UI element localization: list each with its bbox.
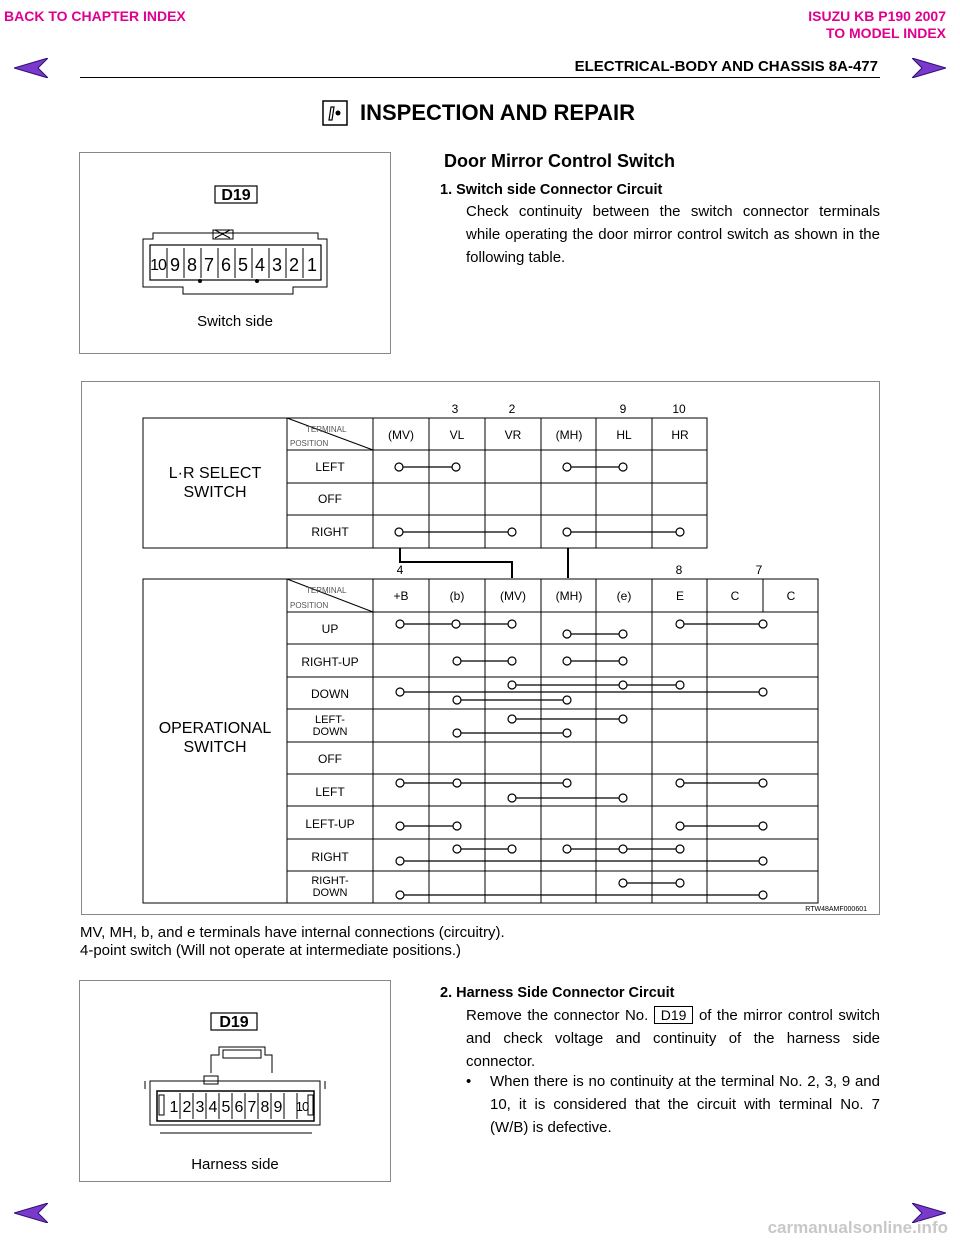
continuity-table-figure [81, 381, 880, 915]
step2-bullet: When there is no continuity at the terminal No. 2, 3, 9 and 10, it is considered that the circuit with terminal No. 7 (W/B) is defective. [490, 1073, 880, 1136]
lr-col-header: HR [671, 428, 689, 442]
switch-pin: 4 [254, 255, 266, 275]
lr-col-header: (MH) [555, 428, 583, 442]
lr-select-label-2: SWITCH [183, 484, 247, 501]
switch-connector-tag: D19 [221, 187, 251, 204]
back-to-chapter-link[interactable]: BACK TO CHAPTER INDEX [4, 8, 186, 24]
op-row-label: RIGHT-DOWN [311, 875, 349, 899]
bullet-icon: • [466, 1073, 472, 1090]
step2-title: 2. Harness Side Connector Circuit [440, 985, 675, 1001]
note-2: 4-point switch (Will not operate at intermediate positions.) [80, 942, 462, 959]
step1-text: Check continuity between the switch connector terminals while operating the door mirror control switch as shown in the following table. [466, 203, 880, 266]
harness-pin: 5 [221, 1099, 231, 1116]
op-col-header: E [675, 589, 685, 603]
lr-select-label-1: L·R SELECT [168, 465, 262, 482]
lr-terminal-number: 10 [672, 402, 686, 416]
op-col-header: (e) [616, 589, 632, 603]
lr-row-label: LEFT [315, 460, 345, 474]
op-row-label: LEFT-DOWN [312, 714, 348, 738]
switch-pin: 2 [288, 255, 300, 275]
step2-text [466, 1004, 880, 1073]
op-row-label: LEFT [315, 785, 345, 799]
harness-pin: 6 [234, 1099, 244, 1116]
to-model-index: TO MODEL INDEX [825, 25, 946, 41]
prev-page-arrow-icon[interactable] [14, 1203, 48, 1223]
op-row-label: LEFT-UP [305, 817, 355, 831]
op-terminal-number: 8 [675, 563, 683, 577]
switch-pin: 6 [220, 255, 232, 275]
op-col-header: +B [393, 589, 409, 603]
lr-row-label: OFF [318, 492, 342, 506]
harness-pin: 2 [182, 1099, 192, 1116]
harness-pin: 9 [273, 1099, 283, 1116]
next-page-arrow-icon[interactable] [912, 58, 946, 78]
step2-text-after: of the mirror control switch and check voltage and continuity of the harness side connector. [466, 1007, 880, 1070]
lr-select-table [143, 402, 707, 578]
model-title: ISUZU KB P190 2007 [808, 8, 946, 24]
header-rule [80, 77, 880, 78]
section-title: INSPECTION AND REPAIR [360, 100, 636, 125]
switch-pin: 9 [169, 255, 181, 275]
note-1: MV, MH, b, and e terminals have internal connections (circuitry). [80, 924, 505, 941]
lr-terminal-number: 9 [619, 402, 627, 416]
switch-pin: 8 [186, 255, 198, 275]
harness-pin: 4 [208, 1099, 218, 1116]
step2-text-before: Remove the connector No. [466, 1007, 649, 1024]
prev-page-arrow-icon[interactable] [14, 58, 48, 78]
operational-label-2: SWITCH [183, 739, 247, 756]
switch-pin: 7 [203, 255, 215, 275]
harness-connector-tag: D19 [219, 1014, 249, 1031]
harness-pin: 10 [295, 1099, 309, 1114]
inspection-icon [322, 100, 348, 126]
switch-pin: 10 [150, 257, 166, 274]
harness-pin: 3 [195, 1099, 205, 1116]
position-word: POSITION [290, 601, 329, 610]
switch-connector-caption: Switch side [197, 313, 273, 330]
harness-connector-figure [79, 980, 391, 1182]
lr-col-header: VL [449, 428, 465, 442]
op-col-header: (MV) [500, 589, 526, 603]
harness-pin: 8 [260, 1099, 270, 1116]
lr-terminal-number: 2 [508, 402, 516, 416]
op-col-header: C [786, 589, 796, 603]
lr-terminal-number: 3 [451, 402, 459, 416]
harness-pin: 1 [169, 1099, 179, 1116]
figure-ref-code: RTW48AMF000601 [805, 906, 867, 913]
op-row-label: RIGHT-UP [301, 655, 359, 669]
harness-pin: 7 [247, 1099, 257, 1116]
op-col-header: C [730, 589, 740, 603]
op-row-label: UP [321, 622, 339, 636]
op-terminal-number: 7 [755, 563, 763, 577]
terminal-word: TERMINAL [306, 586, 347, 595]
section-heading: Door Mirror Control Switch [444, 151, 675, 171]
op-col-header: (b) [449, 589, 465, 603]
op-row-label: RIGHT [311, 850, 349, 864]
step2-connector-ref: D19 [654, 1006, 694, 1024]
op-terminal-number: 4 [396, 563, 404, 577]
switch-pin: 1 [306, 255, 318, 275]
step1-title: 1. Switch side Connector Circuit [440, 182, 663, 198]
switch-pin: 3 [271, 255, 283, 275]
op-row-label: OFF [318, 752, 342, 766]
lr-col-header: VR [504, 428, 522, 442]
switch-pin: 5 [237, 255, 249, 275]
model-index-link[interactable] [808, 8, 946, 42]
terminal-word: TERMINAL [306, 425, 347, 434]
op-row-label: DOWN [311, 687, 349, 701]
lr-col-header: (MV) [388, 428, 414, 442]
page-header-title: ELECTRICAL-BODY AND CHASSIS 8A-477 [574, 58, 878, 75]
watermark: carmanualsonline.info [767, 1218, 948, 1237]
op-col-header: (MH) [555, 589, 583, 603]
switch-connector-figure [79, 152, 391, 354]
lr-col-header: HL [616, 428, 632, 442]
operational-switch-table [143, 563, 818, 904]
lr-row-label: RIGHT [311, 525, 349, 539]
operational-label-1: OPERATIONAL [158, 720, 272, 737]
harness-connector-caption: Harness side [191, 1156, 279, 1173]
position-word: POSITION [290, 439, 329, 448]
